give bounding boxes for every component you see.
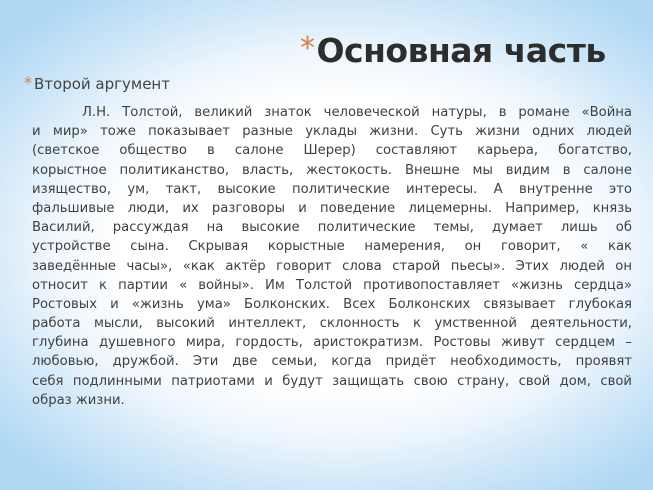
slide-subheading [24,74,170,94]
body-line: и мир» тоже показывает разные уклады жизни. Суть жизни одних людей [32,124,632,140]
subheading-bullet-star: * [24,73,32,92]
body-line: Василий, рассуждая на высокие политические темы, думает лишь об [32,220,632,236]
body-line: Л.Н. Толстой, великий знаток человеческой натуры, в романе «Война [82,105,632,120]
body-line: фальшивые люди, их разговоры и поведение лицемерны. Например, князь [32,200,632,216]
body-line: Ростовых и «жизнь ума» Болконских. Всех Болконских связывает глубокая [32,296,632,312]
body-line: корыстное политиканство, власть, жестокость. Внешне мы видим в салоне [32,162,632,178]
body-line: глубина душевного мира, гордость, аристократизм. Ростовы живут сердцем – [32,335,632,351]
body-line: образ жизни. [32,392,125,408]
body-line: заведённые часы», «как актёр говорит слова старой пьесы». Этих людей он [32,258,632,274]
body-line: изящество, ум, такт, высокие политические интересы. А внутренне это [32,181,632,197]
body-line: (светское общество в салоне Шерер) составляют карьера, богатство, [32,143,632,159]
body-line: относит к партии « войны». Им Толстой противопоставляет «жизнь сердца» [32,277,632,293]
title-bullet-star: * [300,31,315,66]
subheading-text: Второй аргумент [34,75,170,93]
slide-title-text: Основная часть [316,31,606,70]
body-line: любовью, дружбой. Эти две семьи, когда придёт необходимость, проявят [32,354,632,370]
body-line: работа мысли, высокий интеллект, склонность к умственной деятельности, [32,316,632,332]
body-paragraph [32,103,632,410]
body-line: себя подлинными патриотами и будут защищать свою страну, свой дом, свой [32,373,632,389]
body-line: устройстве сына. Скрывая корыстные намерения, он говорит, « как [32,239,632,255]
slide-title [300,30,650,72]
